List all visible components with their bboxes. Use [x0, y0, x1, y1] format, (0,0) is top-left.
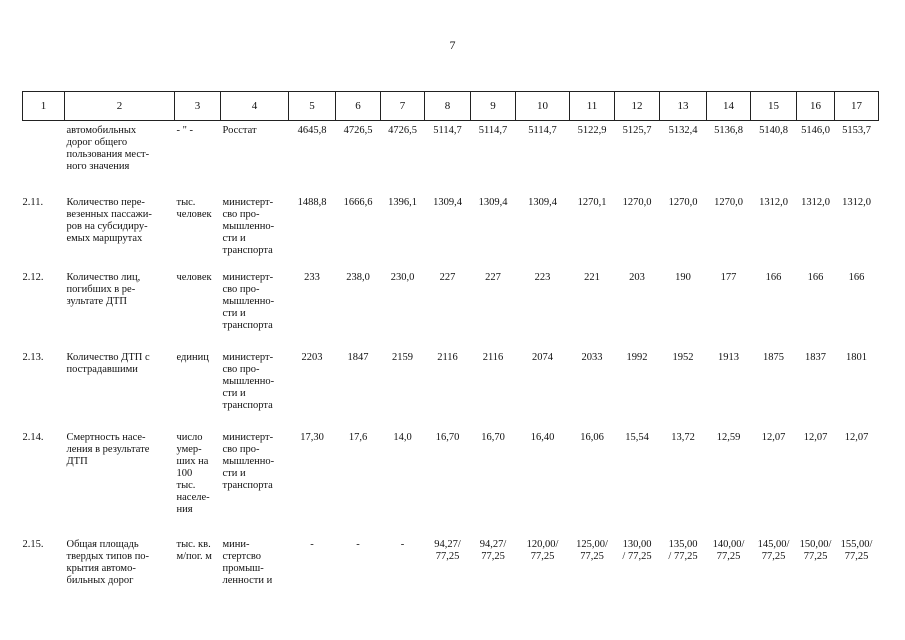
row-number	[23, 121, 65, 193]
value-cell: 5136,8	[714, 125, 743, 136]
indicator-name: Количество пере- везенных пассажи- ров на субсидиру- емых маршрутах	[66, 196, 152, 244]
value-cell: 1270,0	[714, 196, 743, 208]
value-cell: 230,0	[390, 271, 415, 283]
page-number: 7	[449, 38, 456, 52]
data-source: министерт- сво про- мышленно- сти и транспорта	[222, 431, 275, 491]
value-cell: 135,00 / 77,25	[668, 538, 698, 562]
value-cell: 2159	[392, 351, 413, 363]
value-cell: 16,70	[481, 431, 505, 443]
value-cell: 1488,8	[297, 196, 327, 208]
value-cell: 2074	[532, 351, 553, 363]
value-cell: 2203	[301, 351, 323, 363]
unit-of-measure: человек	[176, 271, 212, 283]
value-cell: 1396,1	[388, 196, 417, 208]
value-cell: 1312,0	[759, 196, 788, 208]
table-row	[23, 121, 879, 193]
column-header: 14	[707, 92, 751, 121]
table-row	[23, 268, 879, 348]
value-cell: 150,00/ 77,25	[799, 538, 832, 562]
value-cell: 125,00/ 77,25	[576, 538, 608, 562]
unit-of-measure: - " -	[176, 125, 194, 136]
header-row	[23, 92, 879, 121]
value-cell: 5114,7	[478, 125, 508, 136]
column-header: 2	[65, 92, 175, 121]
value-cell: 2116	[437, 351, 458, 363]
table-row	[23, 428, 879, 535]
row-number: 2.15.	[22, 538, 44, 550]
value-cell: 166	[848, 271, 865, 283]
value-cell: 94,27/ 77,25	[434, 538, 461, 562]
value-cell: 223	[534, 271, 551, 283]
data-source: мини- стертсво промыш- ленности и	[222, 538, 273, 586]
value-cell: 238,0	[346, 271, 370, 283]
value-cell: 5153,7	[842, 125, 871, 136]
indicator-name: Количество ДТП с пострадавшими	[66, 351, 150, 375]
value-cell: 221	[584, 271, 600, 283]
table-row	[23, 535, 879, 595]
value-cell: 140,00/ 77,25	[712, 538, 745, 562]
value-cell: 203	[629, 271, 645, 283]
value-cell: 2033	[581, 351, 603, 363]
column-header: 1	[23, 92, 65, 121]
value-cell: 233	[304, 271, 320, 283]
row-number: 2.14.	[22, 431, 44, 443]
row-number: 2.11.	[22, 196, 44, 208]
value-cell: 12,07	[803, 431, 828, 443]
column-header: 15	[751, 92, 797, 121]
indicator-name: Смертность насе- ления в результате ДТП	[66, 431, 150, 467]
value-cell: 5140,8	[759, 125, 788, 136]
data-source: Росстат	[222, 125, 257, 136]
value-cell: 16,70	[435, 431, 460, 443]
column-header: 3	[175, 92, 221, 121]
value-cell: 17,6	[348, 431, 368, 443]
value-cell: 166	[765, 271, 782, 283]
value-cell: 4645,8	[297, 125, 327, 136]
data-source: министерт- сво про- мышленно- сти и транспорта	[222, 351, 275, 411]
indicators-table	[22, 91, 879, 595]
column-header: 12	[615, 92, 660, 121]
value-cell: 1312,0	[801, 196, 830, 208]
value-cell: 1270,0	[622, 196, 652, 208]
value-cell: 1913	[718, 351, 739, 363]
unit-of-measure: тыс. человек	[176, 196, 212, 220]
value-cell: 5132,4	[668, 125, 698, 136]
value-cell: -	[400, 538, 405, 550]
value-cell: 4726,5	[343, 125, 373, 136]
column-header: 6	[336, 92, 381, 121]
value-cell: 1270,0	[668, 196, 698, 208]
column-header: 7	[381, 92, 425, 121]
column-header: 4	[221, 92, 289, 121]
value-cell: 16,06	[580, 431, 604, 443]
value-cell: 227	[485, 271, 501, 283]
value-cell: 1309,4	[478, 196, 508, 208]
value-cell: 4726,5	[388, 125, 417, 136]
indicator-name: автомобильных дорог общего пользования мест- ного значения	[66, 125, 150, 172]
value-cell: 227	[439, 271, 456, 283]
value-cell: 13,72	[671, 431, 695, 443]
value-cell: 1952	[672, 351, 694, 363]
column-header: 9	[471, 92, 516, 121]
value-cell: 130,00 / 77,25	[622, 538, 652, 562]
value-cell: 16,40	[530, 431, 555, 443]
value-cell: 12,07	[844, 431, 869, 443]
row-number: 2.13.	[22, 351, 44, 363]
value-cell: 17,30	[300, 431, 324, 443]
value-cell: 1992	[626, 351, 648, 363]
value-cell: 12,07	[761, 431, 786, 443]
value-cell: -	[310, 538, 314, 550]
value-cell: 166	[807, 271, 824, 283]
value-cell: 1309,4	[528, 196, 557, 208]
value-cell: 2116	[482, 351, 504, 363]
row-number: 2.12.	[22, 271, 44, 283]
value-cell: 1801	[846, 351, 867, 363]
value-cell: 94,27/ 77,25	[479, 538, 507, 562]
value-cell: 1270,1	[577, 196, 607, 208]
value-cell: 1847	[347, 351, 369, 363]
table-row	[23, 348, 879, 428]
column-header: 13	[660, 92, 707, 121]
value-cell: 1837	[805, 351, 826, 363]
value-cell: 190	[675, 271, 691, 283]
value-cell: 5122,9	[577, 125, 607, 136]
column-header: 10	[516, 92, 570, 121]
value-cell: 177	[720, 271, 737, 283]
value-cell: 1666,6	[343, 196, 373, 208]
value-cell: 1312,0	[842, 196, 871, 208]
unit-of-measure: число умер- ших на 100 тыс. населе- ния	[176, 431, 210, 515]
column-header: 11	[570, 92, 615, 121]
column-header: 8	[425, 92, 471, 121]
column-header: 5	[289, 92, 336, 121]
data-source: министерт- сво про- мышленно- сти и транспорта	[222, 196, 275, 256]
indicator-name: Общая площадь твердых типов по- крытия автомо- бильных дорог	[66, 538, 150, 586]
value-cell: -	[356, 538, 360, 550]
data-source: министерт- сво про- мышленно- сти и транспорта	[222, 271, 275, 331]
value-cell: 12,59	[716, 431, 741, 443]
value-cell: 145,00/ 77,25	[757, 538, 790, 562]
unit-of-measure: тыс. кв. м/пог. м	[176, 538, 212, 562]
value-cell: 1875	[763, 351, 784, 363]
value-cell: 155,00/ 77,25	[840, 538, 873, 562]
value-cell: 15,54	[625, 431, 649, 443]
indicator-name: Количество лиц, погибших в ре- зультате ДТП	[66, 271, 141, 307]
column-header: 17	[835, 92, 879, 121]
value-cell: 5146,0	[801, 125, 830, 136]
value-cell: 1309,4	[433, 196, 462, 208]
value-cell: 5125,7	[622, 125, 652, 136]
value-cell: 5114,7	[528, 125, 557, 136]
value-cell: 5114,7	[433, 125, 462, 136]
table-row	[23, 193, 879, 268]
column-header: 16	[797, 92, 835, 121]
value-cell: 120,00/ 77,25	[526, 538, 559, 562]
unit-of-measure: единиц	[176, 351, 209, 363]
value-cell: 14,0	[393, 431, 412, 443]
